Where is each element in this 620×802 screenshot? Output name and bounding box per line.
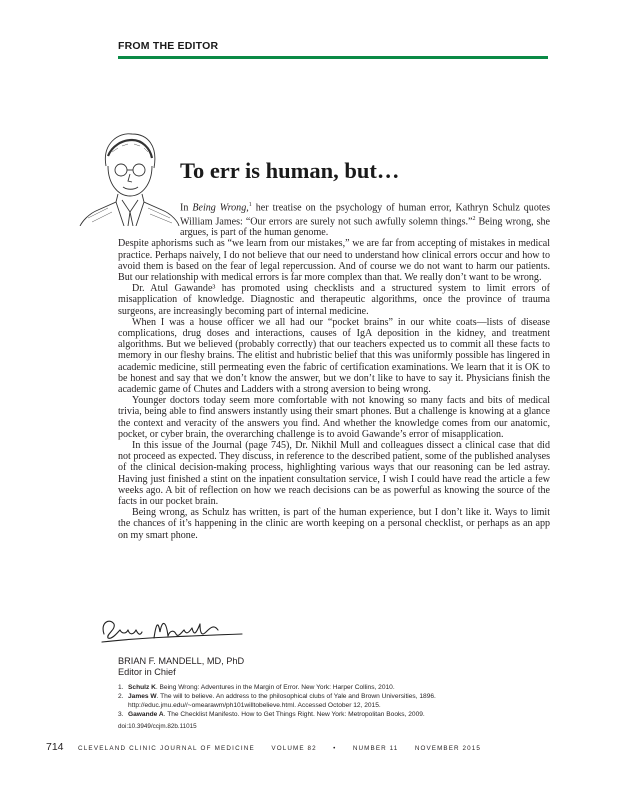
- author-title: Editor in Chief: [118, 667, 176, 677]
- section-label: FROM THE EDITOR: [118, 40, 219, 52]
- reference-item: 2. James W. The will to believe. An address to the philosophical clubs of Yale and Brown Universities, 1896. http://educ.jmu.edu//~omearawm/ph101willtobelieve.html. Accessed October 12, 2015.: [118, 693, 436, 709]
- article-body: [118, 200, 550, 541]
- author-name: BRIAN F. MANDELL, MD, PhD: [118, 656, 245, 666]
- paragraph: Despite aphorisms such as “we learn from our mistakes,” we are far from accepting of mistakes in medical practice. Perhaps naively, I do not believe that our need to understand how clinical errors occur and how to avoid them is based on the fear of legal repercussion. And of course we do not want to harm our patients. But our relationship with medical errors is far more complex than that. We really don’t want to be wrong.: [118, 238, 550, 283]
- book-title: Being Wrong,: [192, 202, 249, 214]
- doi: doi:10.3949/ccjm.82b.11015: [118, 723, 197, 730]
- paragraph: In this issue of the Journal (page 745), Dr. Nikhil Mull and colleagues dissect a clinical case that did not proceed as expected. They discuss, in reference to the described patient, some of the published analyses of the clinical decision-making process, highlighting various ways that our reasoning can be led astray. Having just finished a stint on the inpatient consultation service, I wish I could have read the article a few weeks ago. A bit of reflection on how we reach decisions can be as powerful as knowing the source of the facts in our pocket brain.: [118, 439, 550, 507]
- page-footer: [46, 737, 481, 755]
- paragraph: Younger doctors today seem more comfortable with not knowing so many facts and bits of medical trivia, being able to find answers instantly using their smart phones. But a challenge is knowing at a glance the context and veracity of the answers you find. And whether the knowledge comes from our anatomic, pocket, or cyber brain, the overarching challenge is to avoid Gawande’s error of misapplication.: [118, 395, 550, 440]
- intro-paragraph: In Being Wrong,$^1$ her treatise on the psychology of human error, Kathryn Schulz quotes William James: “Our errors are surely not such awfully solemn things.”$^2$ Being wrong, she argues, is part of the human genome.: [180, 202, 551, 239]
- issue-date: NOVEMBER 2015: [414, 745, 481, 752]
- volume: VOLUME 82: [271, 745, 317, 752]
- reference-item: 1. Schulz K. Being Wrong: Adventures in the Margin of Error. New York: Harper Collins, 2010.: [118, 684, 395, 691]
- paragraph: Dr. Atul Gawande³ has promoted using checklists and a structured system to limit errors of misapplication of knowledge. Diagnostic and therapeutic algorithms, once the province of trauma surgeons, are increasingly becoming part of internal medicine.: [118, 283, 550, 317]
- bullet: •: [333, 745, 337, 752]
- paragraph: When I was a house officer we all had our “pocket brains” in our white coats—lists of disease complications, drug doses and interactions, causes of IgA deposition in the kidney, and treatment algorithms. But we believed (probably correctly) that our teachers expected us to commit all these facts to memory in our fleshy brains. The elitist and hubristic belief that this was uniformly possible has lingered in academic medicine, still permeating even the fabric of certification examinations. We learn that it is OK to be honest and say that we don’t know the answer, but we don’t like to have to say it. Physicians finish the academic game of Chutes and Ladders with a strong aversion to being wrong.: [118, 316, 550, 395]
- page-number: 714: [46, 741, 64, 753]
- references-list: [118, 683, 548, 719]
- author-signature: [96, 612, 246, 648]
- section-rule: [118, 56, 548, 59]
- journal-name: CLEVELAND CLINIC JOURNAL OF MEDICINE: [77, 745, 255, 752]
- issue-number: NUMBER 11: [352, 745, 399, 752]
- article-title: To err is human, but…: [180, 158, 400, 183]
- paragraph: Being wrong, as Schulz has written, is part of the human experience, but I don’t like it. Ways to limit the chances of it’s happening in the clinic are worth keeping on a personal checklist, or perhaps as an app on my smart phone.: [118, 507, 550, 541]
- reference-item: 3. Gawande A. The Checklist Manifesto. How to Get Things Right. New York: Metropolitan Books, 2009.: [118, 711, 425, 718]
